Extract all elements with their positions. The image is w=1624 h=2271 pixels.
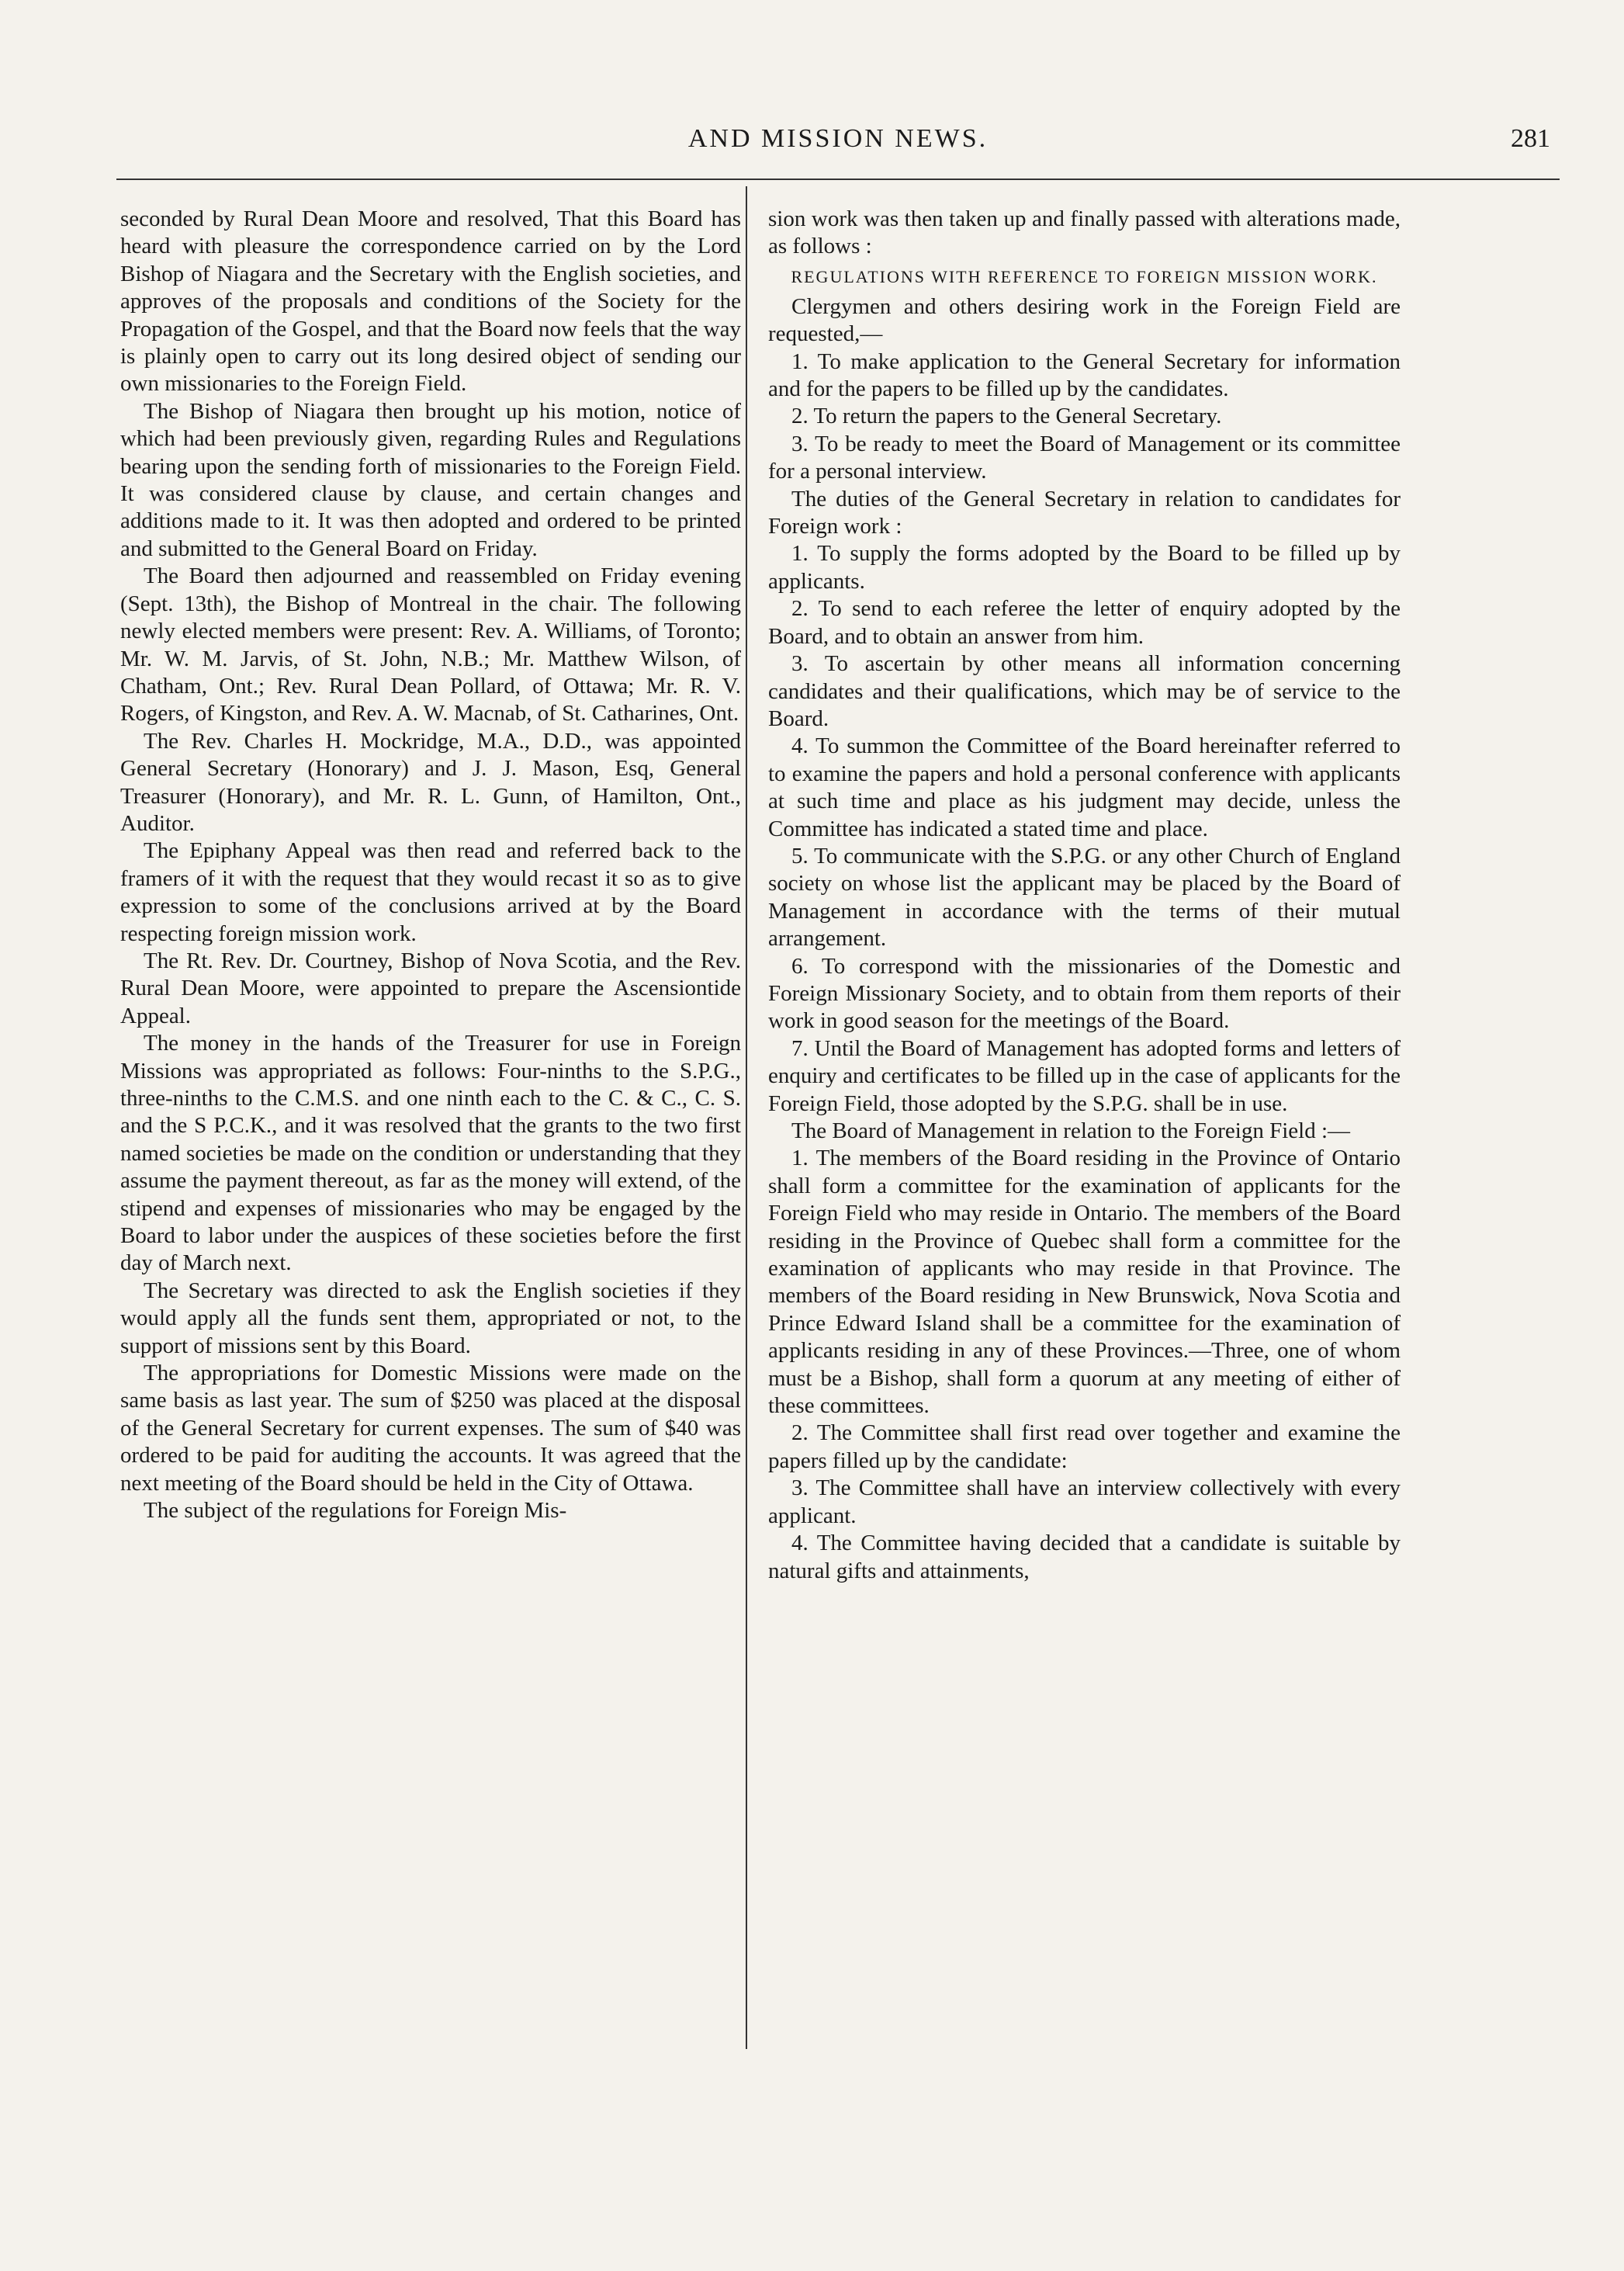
paragraph: The subject of the regulations for Foreign Mis- xyxy=(144,1498,567,1524)
running-head: AND MISSION NEWS. xyxy=(687,124,989,153)
paragraph: seconded by Rural Dean Moore and resolved, That this Board has heard with pleasure the correspondence carried on by the Lord Bishop of Niagara and the Secretary with the English societies, and approves of the proposals and conditions of the Society for the Propagation of the Gospel, and that the Board now feels that the way is plainly open to carry out its long desired object of sending our own missionaries to the Foreign Field. xyxy=(120,206,741,397)
paragraph: The appropriations for Domestic Missions were made on the same basis as last year. The sum of $250 was placed at the disposal of the General Secretary for current expenses. The sum of $40 was ordered to be paid for auditing the accounts. It was agreed that the next meeting of the Board should be held in the City of Ottawa. xyxy=(120,1361,741,1496)
paragraph: The Bishop of Niagara then brought up his motion, notice of which had been previously given, regarding Rules and Regulations bearing upon the sending forth of missionaries to the Foreign Field. It was considered clause by clause, and certain changes and additions made to it. It was then adopted and ordered to be printed and submitted to the General Board on Friday. xyxy=(120,398,741,561)
paragraph: The Epiphany Appeal was then read and referred back to the framers of it with the request that they would recast it so as to give expression to some of the conclusions arrived at by the Board respecting foreign mission work. xyxy=(120,838,741,946)
left-column xyxy=(120,206,741,1525)
header-rule xyxy=(116,179,1560,180)
page-header xyxy=(116,124,1560,171)
paragraph: sion work was then taken up and finally passed with alterations made, as follows : xyxy=(768,206,1401,259)
paragraph: 5. To communicate with the S.P.G. or any other Church of England society on whose list the applicant may be placed by the Board of Management in accordance with the terms of their mutual arrangement. xyxy=(768,843,1401,952)
paragraph: 3. To ascertain by other means all information concerning candidates and their qualifications, which may be of service to the Board. xyxy=(768,651,1401,731)
paragraph: The Rt. Rev. Dr. Courtney, Bishop of Nova Scotia, and the Rev. Rural Dean Moore, were appointed to prepare the Ascensiontide Appeal. xyxy=(120,948,741,1028)
paragraph: The duties of the General Secretary in relation to candidates for Foreign work : xyxy=(768,486,1401,539)
paragraph: The Board then adjourned and reassembled on Friday evening (Sept. 13th), the Bishop of Montreal in the chair. The following newly elected members were present: Rev. A. Williams, of Toronto; Mr. W. M. Jarvis, of St. John, N.B.; Mr. Matthew Wilson, of Chatham, Ont.; Rev. Rural Dean Pollard, of Ottawa; Mr. R. V. Rogers, of Kingston, and Rev. A. W. Macnab, of St. Catharines, Ont. xyxy=(120,563,741,726)
page-number: 281 xyxy=(1511,124,1550,153)
paragraph: 2. The Committee shall first read over together and examine the papers filled up by the candidate: xyxy=(768,1420,1401,1473)
paragraph: 1. To make application to the General Secretary for information and for the papers to be filled up by the candidates. xyxy=(768,348,1401,402)
column-divider xyxy=(746,186,747,2049)
paragraph: The money in the hands of the Treasurer for use in Foreign Missions was appropriated as follows: Four-ninths to the S.P.G., three-ninths to the C.M.S. and one ninth each to the C. & C., C. S. and the S P.C.K., and it was resolved that the grants to the two first named societies be made on the condition or understanding that they assume the payment thereout, as far as the money will extend, of the stipend and expenses of missionaries who may be engaged by the Board to labor under the auspices of these societies before the first day of March next. xyxy=(120,1031,741,1276)
paragraph: 3. To be ready to meet the Board of Management or its committee for a personal interview. xyxy=(768,431,1401,484)
paragraph: 2. To return the papers to the General Secretary. xyxy=(791,404,1222,429)
paragraph: 4. To summon the Committee of the Board hereinafter referred to to examine the papers and hold a personal conference with applicants at such time and place as his judgment may decide, unless the Committee has indicated a stated time and place. xyxy=(768,733,1401,841)
paragraph: Clergymen and others desiring work in the Foreign Field are requested,— xyxy=(768,293,1401,347)
right-column xyxy=(768,206,1401,1585)
paragraph: 1. To supply the forms adopted by the Board to be filled up by applicants. xyxy=(768,541,1401,594)
paragraph: The Rev. Charles H. Mockridge, M.A., D.D., was appointed General Secretary (Honorary) and J. J. Mason, Esq, General Treasurer (Honorary), and Mr. R. L. Gunn, of Hamilton, Ont., Auditor. xyxy=(120,728,741,836)
paragraph: The Secretary was directed to ask the English societies if they would apply all the funds sent them, appropriated or not, to the support of missions sent by this Board. xyxy=(120,1278,741,1358)
paragraph: 4. The Committee having decided that a candidate is suitable by natural gifts and attainments, xyxy=(768,1531,1401,1583)
paragraph: 2. To send to each referee the letter of enquiry adopted by the Board, and to obtain an answer from him. xyxy=(768,596,1401,649)
paragraph: 7. Until the Board of Management has adopted forms and letters of enquiry and certificates to be filled up in the case of applicants for the Foreign Field, those adopted by the S.P.G. shall be in use. xyxy=(768,1035,1401,1116)
paragraph: 6. To correspond with the missionaries of the Domestic and Foreign Missionary Society, and to obtain from them reports of their work in good season for the meetings of the Board. xyxy=(768,953,1401,1034)
section-heading: REGULATIONS WITH REFERENCE TO FOREIGN MISSION WORK. xyxy=(791,266,1378,286)
paragraph: 1. The members of the Board residing in the Province of Ontario shall form a committee for the examination of applicants for the Foreign Field who may reside in Ontario. The members of the Board residing in the Province of Quebec shall form a committee for the examination of applicants who may reside in that Province. The members of the Board residing in New Brunswick, Nova Scotia and Prince Edward Island shall be a committee for the examination of applicants residing in any of these Provinces.—Three, one of whom must be a Bishop, shall form a quorum at any meeting of either of these committees. xyxy=(768,1146,1401,1419)
paragraph: The Board of Management in relation to the Foreign Field :— xyxy=(791,1118,1351,1143)
paragraph: 3. The Committee shall have an interview collectively with every applicant. xyxy=(768,1475,1401,1528)
